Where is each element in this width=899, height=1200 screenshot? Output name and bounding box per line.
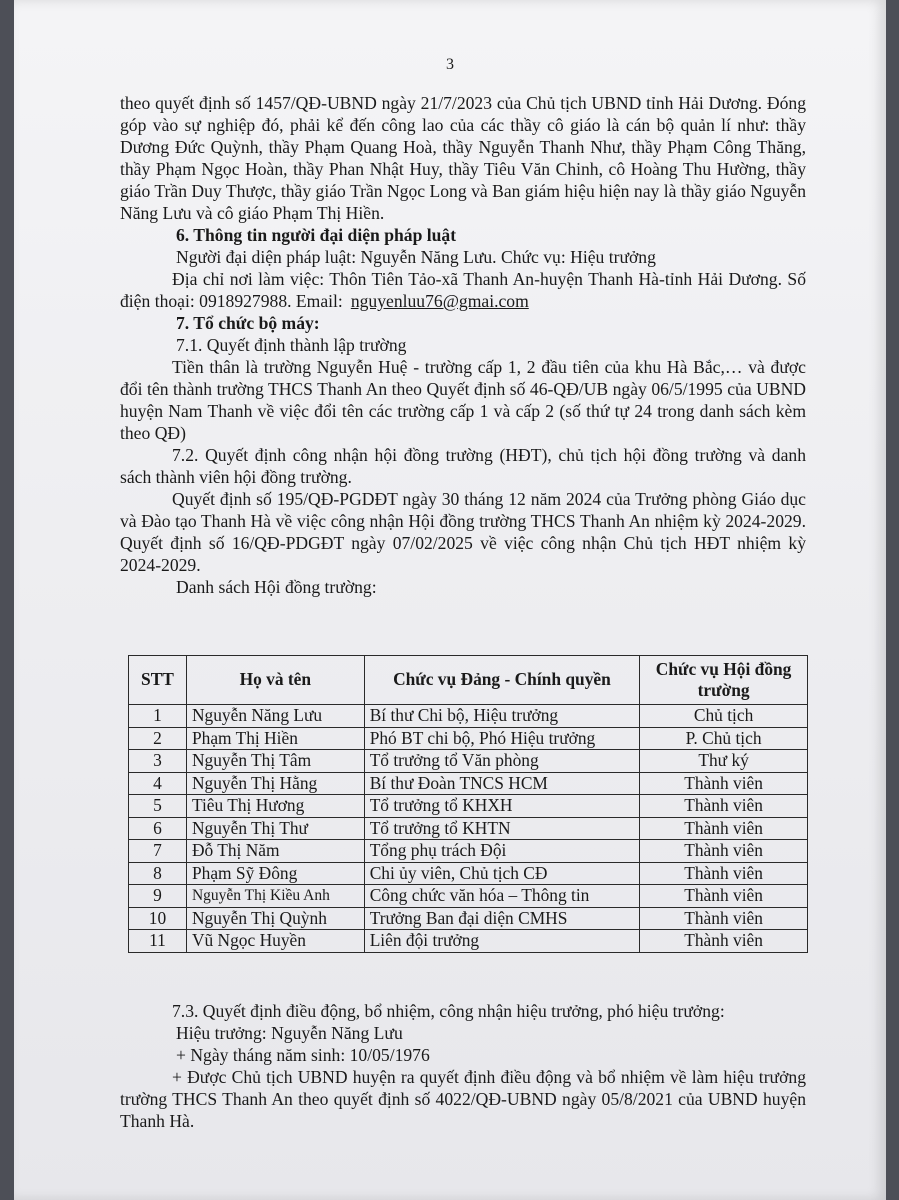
cell-party-position: Tổ trưởng tổ Văn phòng [364, 750, 640, 773]
cell-party-position: Tổng phụ trách Đội [364, 840, 640, 863]
cell-council-position: Thành viên [640, 862, 808, 885]
table-row [129, 795, 808, 818]
page-number: 3 [446, 56, 454, 73]
header-council-position: Chức vụ Hội đồng trường [640, 656, 808, 705]
work-address [120, 268, 806, 312]
cell-council-position: Thành viên [640, 817, 808, 840]
table-row [129, 817, 808, 840]
cell-stt: 4 [129, 772, 187, 795]
table-row [129, 772, 808, 795]
cell-council-position: Thành viên [640, 930, 808, 953]
cell-name: Đỗ Thị Năm [186, 840, 364, 863]
cell-party-position: Tổ trưởng tổ KHXH [364, 795, 640, 818]
cell-name: Nguyễn Thị Thư [186, 817, 364, 840]
address-text: Địa chỉ nơi làm việc: Thôn Tiên Tảo-xã Thanh An-huyện Thanh Hà-tỉnh Hải Dương. Số điện thoại: 0918927988. Email: [120, 269, 806, 311]
section-7-3 [120, 1000, 806, 1132]
table-row [129, 840, 808, 863]
cell-name: Nguyễn Thị Hằng [186, 772, 364, 795]
section-7-1-title: 7.1. Quyết định thành lập trường [176, 335, 407, 355]
cell-name: Phạm Sỹ Đông [186, 862, 364, 885]
table-row [129, 727, 808, 750]
cell-party-position: Bí thư Đoàn TNCS HCM [364, 772, 640, 795]
birth-date-line: + Ngày tháng năm sinh: 10/05/1976 [176, 1045, 430, 1065]
cell-party-position: Trưởng Ban đại diện CMHS [364, 907, 640, 930]
table-row [129, 862, 808, 885]
cell-council-position: Thành viên [640, 795, 808, 818]
cell-stt: 2 [129, 727, 187, 750]
cell-stt: 1 [129, 705, 187, 728]
council-table [128, 655, 808, 953]
cell-party-position: Liên đội trưởng [364, 930, 640, 953]
cell-stt: 9 [129, 885, 187, 908]
section-7-2-title: 7.2. Quyết định công nhận hội đồng trường (HĐT), chủ tịch hội đồng trường và danh sách thành viên hội đồng trường. [120, 445, 806, 487]
cell-council-position: Thành viên [640, 907, 808, 930]
principal-line: Hiệu trưởng: Nguyễn Năng Lưu [176, 1023, 403, 1043]
cell-stt: 7 [129, 840, 187, 863]
cell-party-position: Bí thư Chi bộ, Hiệu trưởng [364, 705, 640, 728]
email-link[interactable]: nguyenluu76@gmai.com [350, 291, 529, 311]
cell-council-position: P. Chủ tịch [640, 727, 808, 750]
table-row [129, 705, 808, 728]
cell-stt: 11 [129, 930, 187, 953]
cell-name: Tiêu Thị Hương [186, 795, 364, 818]
section-7-2-body: Quyết định số 195/QĐ-PGDĐT ngày 30 tháng 12 năm 2024 của Trưởng phòng Giáo dục và Đào tạo Thanh Hà về việc công nhận Hội đồng trường THCS Thanh An nhiệm kỳ 2024-2029. Quyết định số 16/QĐ-PDGĐT ngày 07/02/2025 về việc công nhận Chủ tịch HĐT nhiệm kỳ 2024-2029. [120, 489, 806, 575]
cell-council-position: Thành viên [640, 885, 808, 908]
table-row [129, 750, 808, 773]
cell-name: Nguyễn Thị Quỳnh [186, 907, 364, 930]
appointment-line: + Được Chủ tịch UBND huyện ra quyết định điều động và bổ nhiệm về làm hiệu trưởng trường THCS Thanh An theo quyết định số 4022/QĐ-UBND ngày 05/8/2021 của UBND huyện Thanh Hà. [120, 1067, 806, 1131]
section-7-1-body: Tiền thân là trường Nguyễn Huệ - trường cấp 1, 2 đầu tiên của khu Hà Bắc,… và được đổi tên thành trường THCS Thanh An theo Quyết định số 46-QĐ/UB ngày 06/5/1995 của UBND huyện Nam Thanh về việc đổi tên các trường cấp 1 và cấp 2 (số thứ tự 24 trong danh sách kèm theo QĐ) [120, 357, 806, 443]
cell-council-position: Chủ tịch [640, 705, 808, 728]
document-page [14, 0, 886, 1200]
cell-stt: 6 [129, 817, 187, 840]
section-7-3-title: 7.3. Quyết định điều động, bổ nhiệm, công nhận hiệu trưởng, phó hiệu trưởng: [172, 1001, 725, 1021]
cell-council-position: Thư ký [640, 750, 808, 773]
table-row [129, 907, 808, 930]
section-6-heading: 6. Thông tin người đại diện pháp luật [176, 225, 457, 245]
cell-party-position: Tổ trưởng tổ KHTN [364, 817, 640, 840]
cell-party-position: Công chức văn hóa – Thông tin [364, 885, 640, 908]
table-row [129, 885, 808, 908]
table-header-row [129, 656, 808, 705]
cell-stt: 10 [129, 907, 187, 930]
section-7-heading: 7. Tổ chức bộ máy: [176, 313, 320, 333]
header-party-position: Chức vụ Đảng - Chính quyền [364, 656, 640, 705]
cell-name: Nguyễn Thị Kiều Anh [186, 885, 364, 908]
cell-name: Vũ Ngọc Huyền [186, 930, 364, 953]
council-list-title: Danh sách Hội đồng trường: [176, 577, 377, 597]
cell-name: Nguyễn Năng Lưu [186, 705, 364, 728]
cell-party-position: Phó BT chi bộ, Phó Hiệu trưởng [364, 727, 640, 750]
table-row [129, 930, 808, 953]
cell-stt: 8 [129, 862, 187, 885]
header-name: Họ và tên [186, 656, 364, 705]
cell-stt: 3 [129, 750, 187, 773]
header-stt: STT [129, 656, 187, 705]
cell-council-position: Thành viên [640, 772, 808, 795]
cell-council-position: Thành viên [640, 840, 808, 863]
cell-name: Phạm Thị Hiền [186, 727, 364, 750]
intro-paragraph: theo quyết định số 1457/QĐ-UBND ngày 21/7/2023 của Chủ tịch UBND tỉnh Hải Dương. Đóng góp vào sự nghiệp đó, phải kể đến công lao của các thầy cô giáo là cán bộ quản lí như: thầy Dương Đức Quỳnh, thầy Phạm Quang Hoà, thầy Nguyễn Thanh Như, thầy Phạm Công Thăng, thầy Phạm Ngọc Hoàn, thầy Phan Nhật Huy, thầy Tiêu Văn Chinh, cô Hoàng Thu Hường, thầy giáo Trần Duy Thược, thầy giáo Trần Ngọc Long và Ban giám hiệu hiện nay là thầy giáo Nguyễn Năng Lưu và cô giáo Phạm Thị Hiền. [120, 93, 806, 223]
cell-party-position: Chi ủy viên, Chủ tịch CĐ [364, 862, 640, 885]
main-text [120, 92, 806, 598]
cell-stt: 5 [129, 795, 187, 818]
cell-name: Nguyễn Thị Tâm [186, 750, 364, 773]
legal-representative: Người đại diện pháp luật: Nguyễn Năng Lưu. Chức vụ: Hiệu trưởng [176, 247, 656, 267]
